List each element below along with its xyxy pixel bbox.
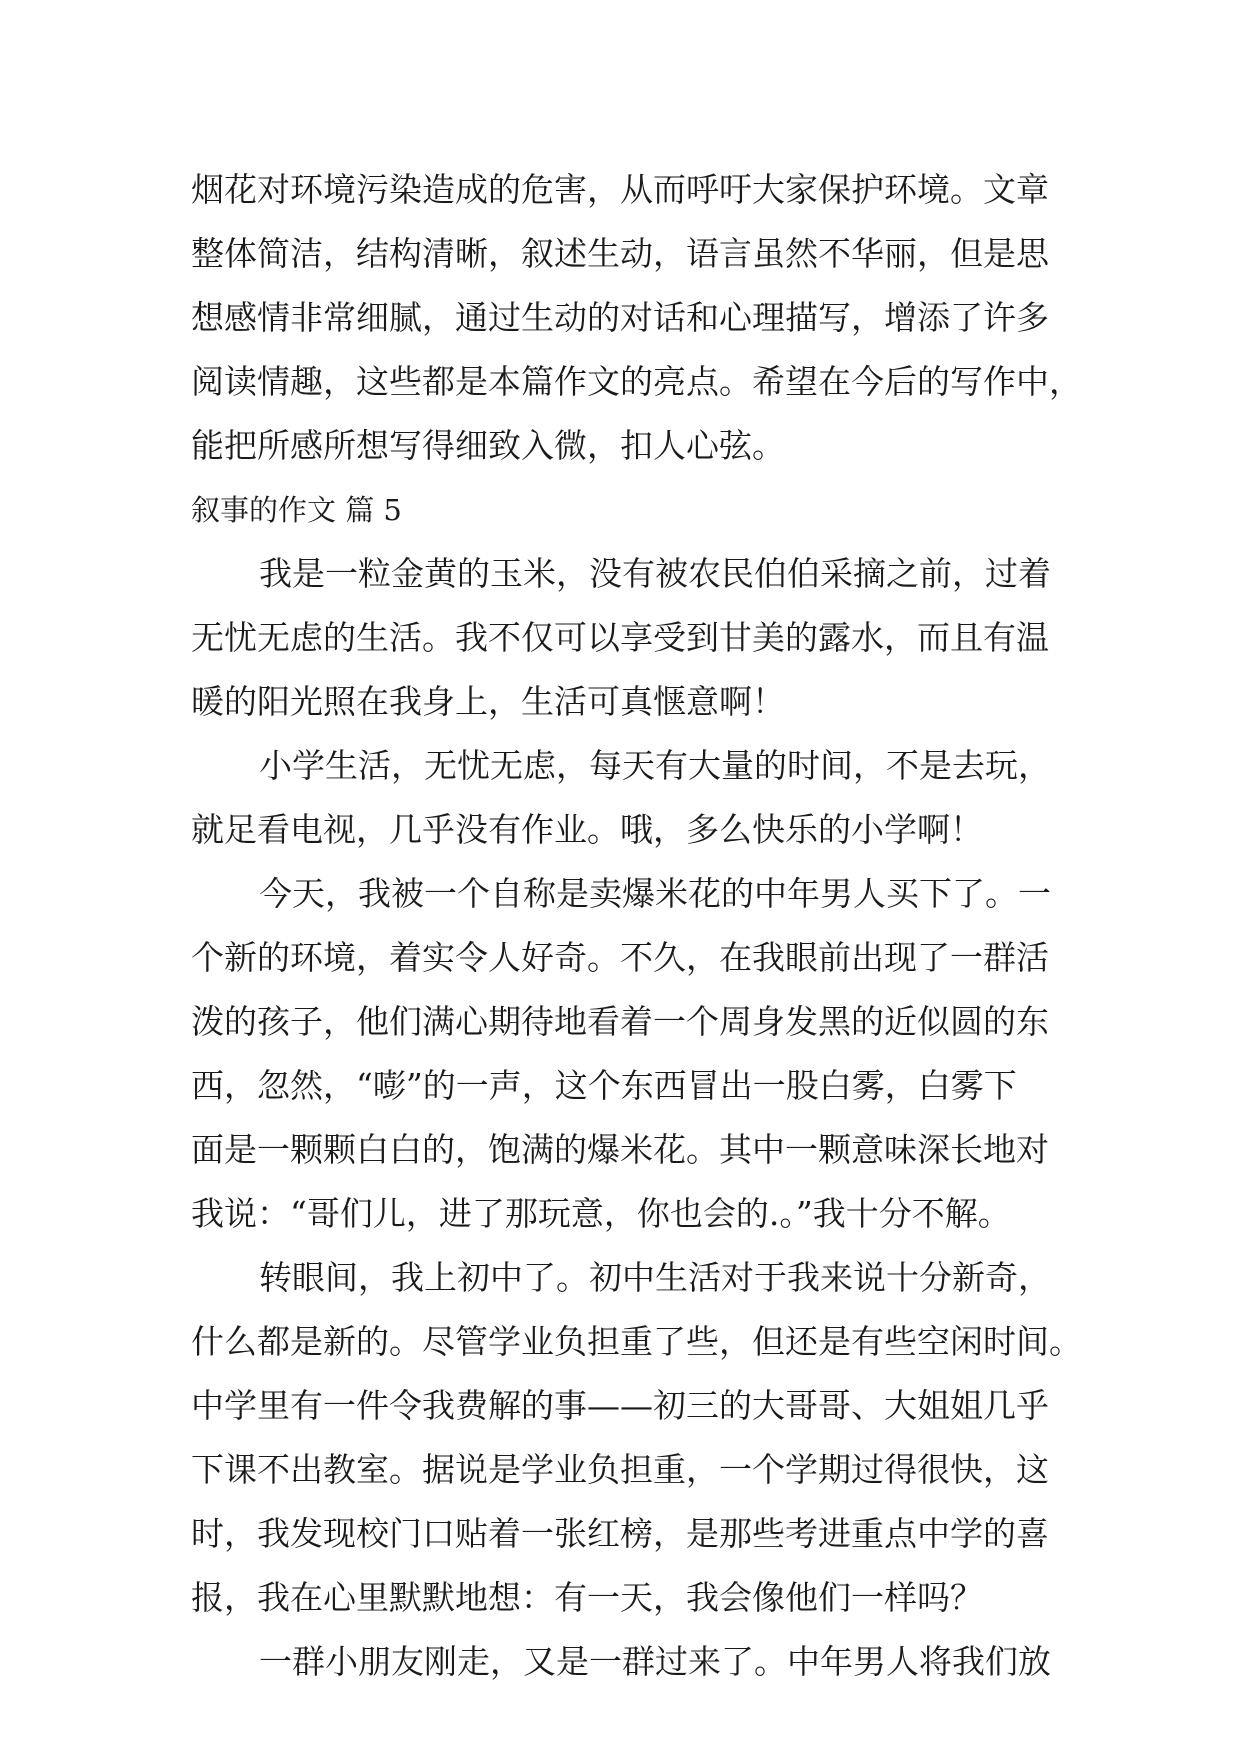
text-line: 阅读情趣，这些都是本篇作文的亮点。希望在今后的写作中， bbox=[191, 362, 1082, 401]
document-body bbox=[191, 158, 1082, 1694]
text-line: 时，我发现校门口贴着一张红榜，是那些考进重点中学的喜 bbox=[191, 1514, 1049, 1553]
text-line: 就足看电视，几乎没有作业。哦，多么快乐的小学啊！ bbox=[191, 810, 983, 849]
paragraph-first-line: 小学生活，无忧无虑，每天有大量的时间，不是去玩， bbox=[259, 746, 1051, 785]
paragraph-first-line: 今天，我被一个自称是卖爆米花的中年男人买下了。一 bbox=[259, 874, 1051, 913]
text-line: 暖的阳光照在我身上，生活可真惬意啊！ bbox=[191, 682, 785, 721]
text-line: 什么都是新的。尽管学业负担重了些，但还是有些空闲时间。 bbox=[191, 1322, 1082, 1361]
text-line: 西，忽然，“嘭”的一声，这个东西冒出一股白雾，白雾下 bbox=[191, 1066, 1017, 1105]
text-line: 泼的孩子，他们满心期待地看着一个周身发黑的近似圆的东 bbox=[191, 1002, 1049, 1041]
text-line: 能把所感所想写得细致入微，扣人心弦。 bbox=[191, 426, 785, 465]
text-line: 下课不出教室。据说是学业负担重，一个学期过得很快，这 bbox=[191, 1450, 1049, 1489]
text-line: 报，我在心里默默地想：有一天，我会像他们一样吗？ bbox=[191, 1578, 983, 1617]
text-line: 中学里有一件令我费解的事——初三的大哥哥、大姐姐几乎 bbox=[191, 1386, 1049, 1425]
text-line: 烟花对环境污染造成的危害，从而呼吁大家保护环境。文章 bbox=[191, 170, 1049, 209]
paragraph-first-line: 我是一粒金黄的玉米，没有被农民伯伯采摘之前，过着 bbox=[259, 554, 1051, 593]
paragraph-first-line: 一群小朋友刚走，又是一群过来了。中年男人将我们放 bbox=[259, 1642, 1051, 1681]
text-line: 面是一颗颗白白的，饱满的爆米花。其中一颗意味深长地对 bbox=[191, 1130, 1049, 1169]
text-line: 整体简洁，结构清晰，叙述生动，语言虽然不华丽，但是思 bbox=[191, 234, 1049, 273]
text-line: 无忧无虑的生活。我不仅可以享受到甘美的露水，而且有温 bbox=[191, 618, 1049, 657]
text-line: 个新的环境，着实令人好奇。不久，在我眼前出现了一群活 bbox=[191, 938, 1049, 977]
text-line: 想感情非常细腻，通过生动的对话和心理描写，增添了许多 bbox=[191, 298, 1049, 337]
text-line: 我说：“哥们儿，进了那玩意，你也会的.。”我十分不解。 bbox=[191, 1194, 1011, 1233]
section-heading: 叙事的作文 篇 5 bbox=[191, 493, 402, 527]
paragraph-first-line: 转眼间，我上初中了。初中生活对于我来说十分新奇， bbox=[259, 1258, 1051, 1297]
